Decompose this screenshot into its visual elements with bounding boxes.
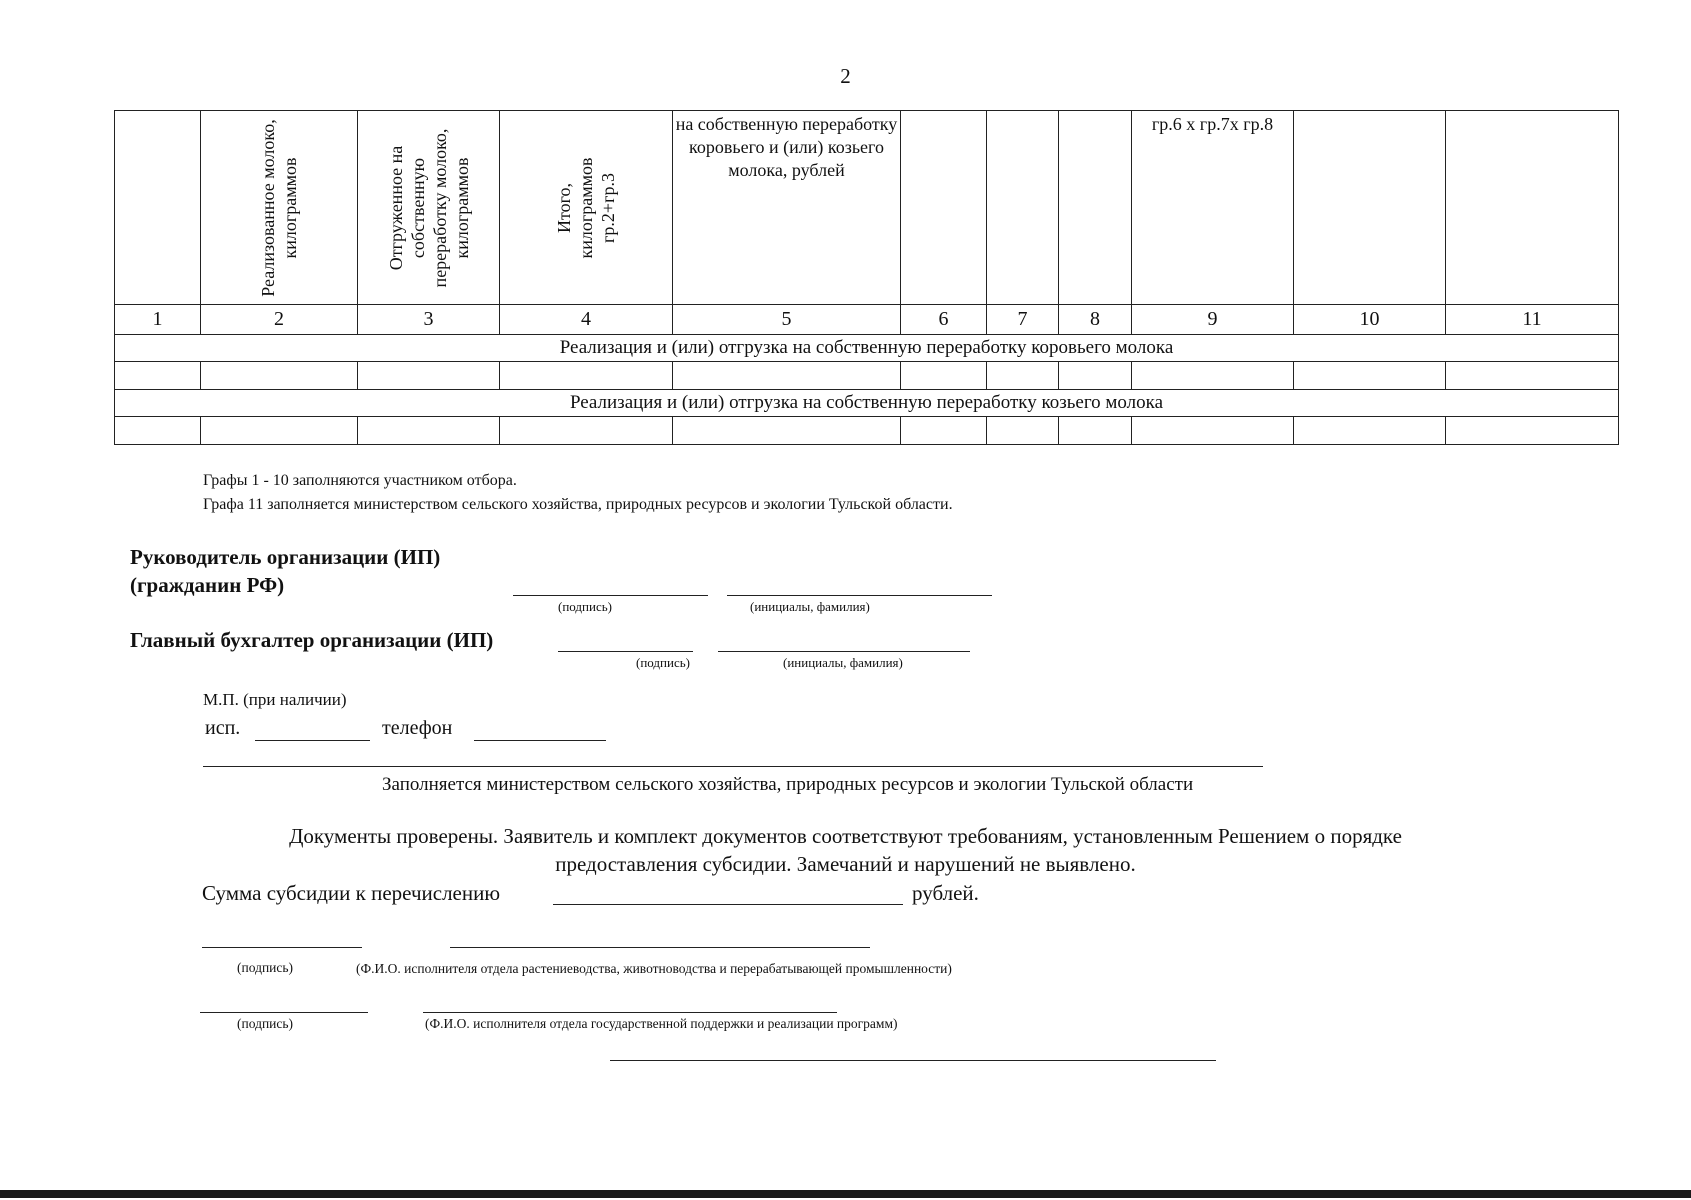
head-label-line2: (гражданин РФ) <box>130 573 285 597</box>
column-number: 3 <box>358 305 500 335</box>
input-cell[interactable] <box>901 417 987 445</box>
fio-line-2[interactable] <box>423 1012 837 1013</box>
accountant-signature-caption: (подпись) <box>636 655 690 670</box>
table-row <box>115 362 1619 390</box>
header-cell-9 <box>1132 111 1294 305</box>
fio-caption-2: (Ф.И.О. исполнителя отдела государственной поддержки и реализации программ) <box>425 1016 898 1031</box>
section-goat-row <box>115 390 1619 417</box>
signature-line-1[interactable] <box>202 947 362 948</box>
bottom-line <box>610 1060 1216 1061</box>
header-col2-text: Реализованное молоко, килограммов <box>258 118 300 297</box>
head-name-line[interactable] <box>727 595 992 596</box>
input-cell[interactable] <box>901 362 987 390</box>
input-cell[interactable] <box>201 417 358 445</box>
column-number: 7 <box>987 305 1059 335</box>
input-cell[interactable] <box>1294 417 1446 445</box>
section-divider <box>203 766 1263 767</box>
input-cell[interactable] <box>500 362 673 390</box>
column-number: 10 <box>1294 305 1446 335</box>
head-name-caption: (инициалы, фамилия) <box>750 599 870 614</box>
documents-checked-line1: Документы проверены. Заявитель и комплект документов соответствуют требованиям, установленным Решением о порядке <box>289 824 1402 848</box>
head-label-line1: Руководитель организации (ИП) <box>130 545 441 569</box>
signature-caption-2: (подпись) <box>237 1016 294 1031</box>
page-number: 2 <box>840 64 851 88</box>
stamp-label: М.П. (при наличии) <box>203 690 347 709</box>
subsidy-sum-unit: рублей. <box>912 881 979 905</box>
column-number: 11 <box>1446 305 1619 335</box>
input-cell[interactable] <box>987 362 1059 390</box>
section-cow-row <box>115 335 1619 362</box>
head-signature-line[interactable] <box>513 595 708 596</box>
header-col3-text: Отгруженное на собственную переработку молоко, килограммов <box>385 128 472 287</box>
scan-edge-bar <box>0 1190 1691 1198</box>
executor-line[interactable] <box>255 740 370 741</box>
table-row <box>115 417 1619 445</box>
column-number-row <box>115 305 1619 335</box>
documents-checked-line2: предоставления субсидии. Замечаний и нарушений не выявлено. <box>555 852 1136 876</box>
note-line-2: Графа 11 заполняется министерством сельского хозяйства, природных ресурсов и экологии Тульской области. <box>203 496 953 513</box>
column-number: 8 <box>1059 305 1132 335</box>
column-number: 6 <box>901 305 987 335</box>
input-cell[interactable] <box>115 417 201 445</box>
subsidy-table <box>114 110 1619 445</box>
table-header-row <box>115 111 1619 305</box>
input-cell[interactable] <box>201 362 358 390</box>
input-cell[interactable] <box>1446 417 1619 445</box>
input-cell[interactable] <box>1294 362 1446 390</box>
column-number: 5 <box>673 305 901 335</box>
accountant-label: Главный бухгалтер организации (ИП) <box>130 628 494 652</box>
input-cell[interactable] <box>1446 362 1619 390</box>
header-cell-4 <box>500 111 673 305</box>
header-cell-11 <box>1446 111 1619 305</box>
input-cell[interactable] <box>1132 362 1294 390</box>
phone-line[interactable] <box>474 740 606 741</box>
accountant-name-caption: (инициалы, фамилия) <box>783 655 903 670</box>
header-cell-10 <box>1294 111 1446 305</box>
header-cell-1 <box>115 111 201 305</box>
input-cell[interactable] <box>673 417 901 445</box>
section-cow-title: Реализация и (или) отгрузка на собственную переработку коровьего молока <box>115 335 1619 362</box>
header-cell-3 <box>358 111 500 305</box>
input-cell[interactable] <box>500 417 673 445</box>
column-number: 9 <box>1132 305 1294 335</box>
accountant-signature-line[interactable] <box>558 651 693 652</box>
header-cell-2 <box>201 111 358 305</box>
head-signature-caption: (подпись) <box>558 599 612 614</box>
header-col9-text: гр.6 х гр.7х гр.8 <box>1151 114 1274 134</box>
input-cell[interactable] <box>1059 417 1132 445</box>
ministry-fill-note: Заполняется министерством сельского хозяйства, природных ресурсов и экологии Тульской области <box>382 774 1194 795</box>
signature-line-2[interactable] <box>200 1012 368 1013</box>
subsidy-sum-line[interactable] <box>553 904 903 905</box>
note-line-1: Графы 1 - 10 заполняются участником отбора. <box>203 472 517 489</box>
column-number: 1 <box>115 305 201 335</box>
input-cell[interactable] <box>987 417 1059 445</box>
header-col5-text: на собственную переработку коровьего и (или) козьего молока, рублей <box>675 114 898 180</box>
input-cell[interactable] <box>673 362 901 390</box>
accountant-name-line[interactable] <box>718 651 970 652</box>
input-cell[interactable] <box>1132 417 1294 445</box>
header-cell-7 <box>987 111 1059 305</box>
input-cell[interactable] <box>358 362 500 390</box>
column-number: 4 <box>500 305 673 335</box>
phone-label: телефон <box>382 717 453 739</box>
input-cell[interactable] <box>358 417 500 445</box>
header-col4-text: Итого, килограммов гр.2+гр.3 <box>554 157 618 259</box>
column-number: 2 <box>201 305 358 335</box>
fio-caption-1: (Ф.И.О. исполнителя отдела растениеводства, животноводства и перерабатывающей промышленности) <box>356 961 952 976</box>
header-cell-6 <box>901 111 987 305</box>
header-cell-8 <box>1059 111 1132 305</box>
signature-caption-1: (подпись) <box>237 960 294 975</box>
executor-label: исп. <box>205 717 241 739</box>
input-cell[interactable] <box>115 362 201 390</box>
fio-line-1[interactable] <box>450 947 870 948</box>
input-cell[interactable] <box>1059 362 1132 390</box>
section-goat-title: Реализация и (или) отгрузка на собственную переработку козьего молока <box>115 390 1619 417</box>
subsidy-sum-label: Сумма субсидии к перечислению <box>202 881 501 905</box>
header-cell-5 <box>673 111 901 305</box>
